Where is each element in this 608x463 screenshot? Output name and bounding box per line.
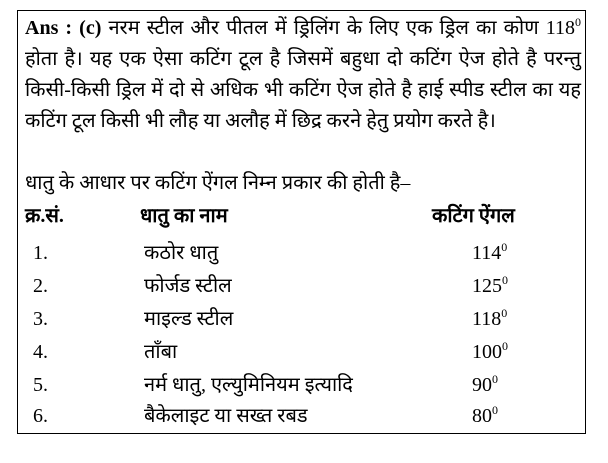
table-row — [18, 400, 585, 433]
row-serial: 3. — [33, 308, 48, 330]
answer-paragraph — [25, 13, 581, 137]
table-row — [18, 303, 585, 336]
row-metal: फोर्जड स्टील — [144, 275, 232, 297]
row-angle — [472, 237, 507, 270]
row-serial: 5. — [33, 374, 48, 396]
row-metal: बैकेलाइट या सख्त रबड — [144, 405, 308, 427]
header-angle: कटिंग ऐंगल — [432, 205, 515, 227]
degree-mark: 0 — [492, 403, 498, 417]
degree-mark: 0 — [501, 240, 508, 254]
row-angle-value: 118 — [472, 308, 502, 330]
degree-mark: 0 — [502, 339, 508, 353]
degree-mark: 0 — [502, 273, 508, 287]
row-serial: 2. — [33, 275, 48, 297]
row-serial: 6. — [33, 405, 48, 427]
degree-mark: 0 — [492, 372, 498, 386]
table-intro: धातु के आधार पर कटिंग ऐंगल निम्न प्रकार की होती है– — [25, 172, 411, 194]
row-angle — [472, 270, 508, 303]
table-row — [18, 237, 585, 270]
answer-box — [17, 10, 586, 434]
table-row — [18, 369, 585, 402]
table-row — [18, 270, 585, 303]
row-serial: 1. — [33, 242, 48, 264]
row-angle — [472, 336, 508, 369]
header-serial: क्र.सं. — [25, 205, 64, 227]
row-angle-value: 80 — [472, 405, 492, 427]
row-metal: कठोर धातु — [144, 242, 219, 264]
row-angle-value: 125 — [472, 275, 502, 297]
table-row — [18, 336, 585, 369]
row-serial: 4. — [33, 341, 48, 363]
row-angle-value: 90 — [472, 374, 492, 396]
answer-text-part-2: होता है। यह एक ऐसा कटिंग टूल है जिसमें बहुधा दो कटिंग ऐज होते है परन्तु किसी-किसी ड्रिल में दो से अधिक भी कटिंग ऐज होते है हाई स्पीड स्टील का यह कटिंग टूल किसी भी लौह या अलौह में छिद्र करने हेतु प्रयोग करते है। — [25, 48, 581, 132]
row-metal: नर्म धातु, एल्युमिनियम इत्यादि — [144, 374, 353, 396]
answer-lead: Ans : (c) — [25, 17, 102, 39]
row-angle-value: 100 — [472, 341, 502, 363]
header-metal: धातु का नाम — [140, 205, 228, 227]
row-metal: माइल्ड स्टील — [144, 308, 234, 330]
row-angle — [472, 369, 498, 402]
degree-mark: 0 — [501, 306, 508, 320]
answer-text-part-1: नरम स्टील और पीतल में ड्रिलिंग के लिए एक ड्रिल का कोण 118 — [108, 17, 575, 39]
row-angle — [472, 400, 498, 433]
row-angle — [472, 303, 507, 336]
degree-mark: 0 — [575, 15, 581, 29]
row-angle-value: 114 — [472, 242, 502, 264]
row-metal: ताँबा — [144, 341, 178, 363]
